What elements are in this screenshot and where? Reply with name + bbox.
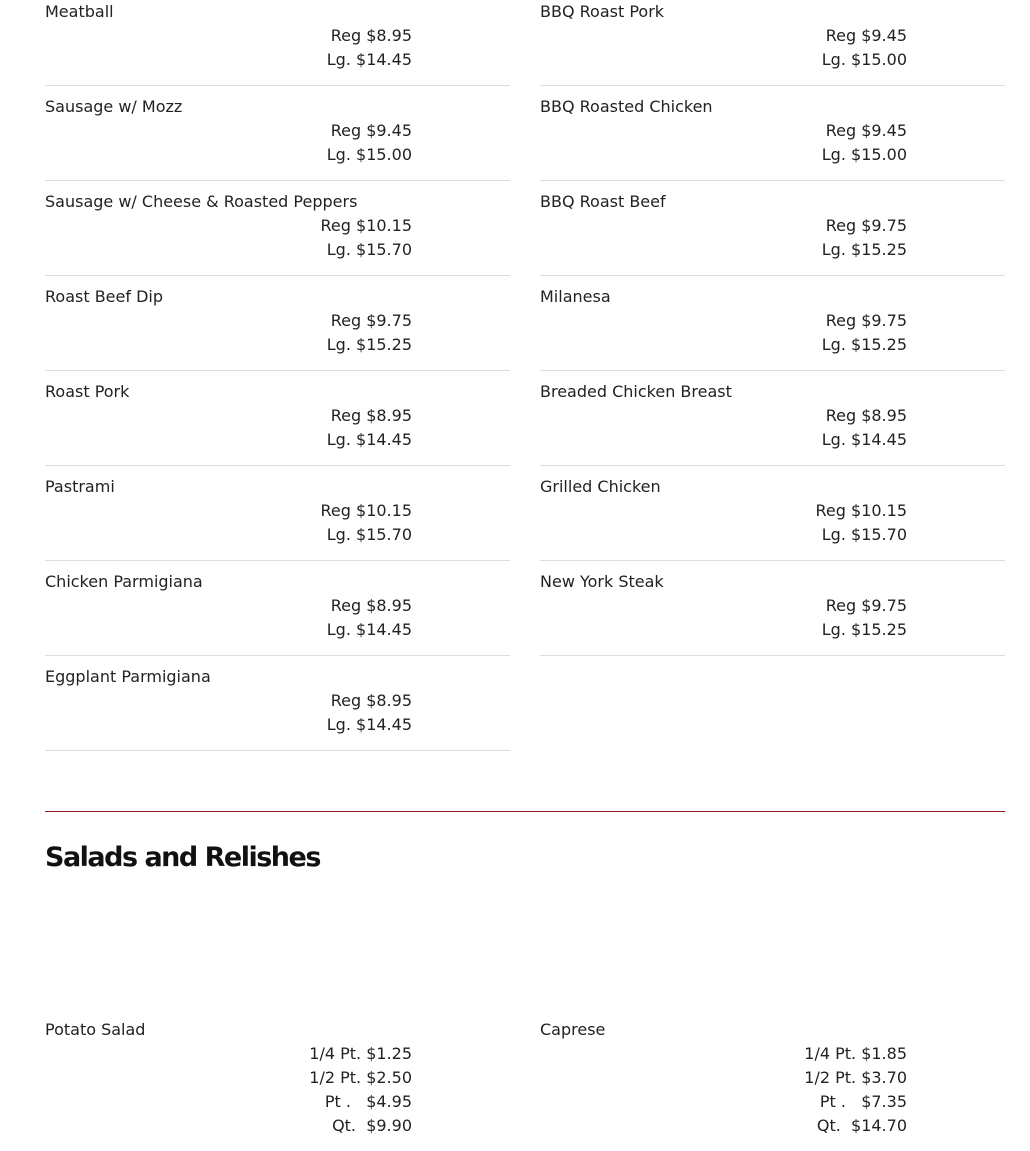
item-prices	[45, 594, 412, 642]
price-regular: Reg $9.75	[330, 311, 412, 330]
menu-item	[540, 0, 1005, 86]
price-quarter-pint: 1/4 Pt. $1.25	[309, 1044, 412, 1063]
price-large: Lg. $15.00	[821, 50, 907, 69]
item-prices	[45, 499, 412, 547]
price-large: Lg. $15.25	[821, 620, 907, 639]
menu-item	[540, 181, 1005, 276]
item-prices	[540, 24, 907, 72]
price-large: Lg. $15.70	[326, 240, 412, 259]
price-regular: Reg $10.15	[815, 501, 907, 520]
menu-item	[540, 276, 1005, 371]
menu-item	[540, 561, 1005, 656]
item-name: Meatball	[45, 2, 114, 21]
menu-item	[540, 466, 1005, 561]
item-prices	[540, 1042, 907, 1138]
section-divider	[45, 811, 1005, 812]
price-pint: Pt . $4.95	[324, 1092, 412, 1111]
item-prices	[45, 404, 412, 452]
price-large: Lg. $15.25	[821, 335, 907, 354]
price-large: Lg. $15.25	[821, 240, 907, 259]
price-regular: Reg $9.75	[825, 311, 907, 330]
menu-item	[540, 1018, 1005, 1151]
salads-column-right	[540, 1018, 1005, 1151]
item-prices	[45, 309, 412, 357]
item-name: Roast Pork	[45, 382, 130, 401]
price-regular: Reg $9.45	[825, 121, 907, 140]
price-quart: Qt. $9.90	[332, 1116, 412, 1135]
item-prices	[540, 499, 907, 547]
price-large: Lg. $14.45	[326, 715, 412, 734]
sandwich-column-left	[45, 0, 510, 751]
menu-item	[45, 86, 510, 181]
item-prices	[45, 1042, 412, 1138]
price-quarter-pint: 1/4 Pt. $1.85	[804, 1044, 907, 1063]
salads-column-left	[45, 1018, 510, 1151]
price-large: Lg. $15.00	[326, 145, 412, 164]
sandwich-column-right	[540, 0, 1005, 751]
section-title: Salads and Relishes	[45, 842, 320, 873]
price-large: Lg. $14.45	[326, 620, 412, 639]
item-prices	[45, 119, 412, 167]
price-regular: Reg $10.15	[320, 501, 412, 520]
price-regular: Reg $8.95	[330, 406, 412, 425]
price-regular: Reg $8.95	[825, 406, 907, 425]
price-quart: Qt. $14.70	[816, 1116, 907, 1135]
menu-item	[45, 1018, 510, 1151]
menu-item	[45, 276, 510, 371]
price-large: Lg. $15.70	[821, 525, 907, 544]
item-name: Caprese	[540, 1020, 606, 1039]
item-name: Roast Beef Dip	[45, 287, 163, 306]
item-name: Pastrami	[45, 477, 115, 496]
price-regular: Reg $8.95	[330, 691, 412, 710]
salads-section	[45, 1018, 1005, 1151]
price-half-pint: 1/2 Pt. $2.50	[309, 1068, 412, 1087]
price-large: Lg. $14.45	[326, 430, 412, 449]
menu-item	[45, 181, 510, 276]
price-regular: Reg $8.95	[330, 26, 412, 45]
item-name: BBQ Roast Pork	[540, 2, 665, 21]
menu-item	[540, 86, 1005, 181]
menu-item	[45, 466, 510, 561]
price-regular: Reg $10.15	[320, 216, 412, 235]
price-regular: Reg $9.75	[825, 596, 907, 615]
item-prices	[45, 689, 412, 737]
menu-item	[45, 371, 510, 466]
item-name: New York Steak	[540, 572, 664, 591]
price-half-pint: 1/2 Pt. $3.70	[804, 1068, 907, 1087]
salads-grid	[45, 1018, 1005, 1151]
item-name: Sausage w/ Cheese & Roasted Peppers	[45, 192, 358, 211]
price-large: Lg. $15.00	[821, 145, 907, 164]
item-name: Eggplant Parmigiana	[45, 667, 211, 686]
item-prices	[540, 309, 907, 357]
menu-item	[45, 656, 510, 751]
sandwich-grid	[45, 0, 1005, 751]
item-prices	[540, 404, 907, 452]
price-large: Lg. $14.45	[821, 430, 907, 449]
item-prices	[45, 24, 412, 72]
menu-item	[45, 561, 510, 656]
item-name: Sausage w/ Mozz	[45, 97, 183, 116]
price-regular: Reg $9.75	[825, 216, 907, 235]
item-name: Grilled Chicken	[540, 477, 661, 496]
item-prices	[45, 214, 412, 262]
item-name: Milanesa	[540, 287, 611, 306]
price-regular: Reg $9.45	[825, 26, 907, 45]
item-prices	[540, 214, 907, 262]
price-regular: Reg $9.45	[330, 121, 412, 140]
menu-item	[540, 371, 1005, 466]
price-large: Lg. $15.25	[326, 335, 412, 354]
item-prices	[540, 119, 907, 167]
item-name: BBQ Roast Beef	[540, 192, 666, 211]
item-name: Breaded Chicken Breast	[540, 382, 732, 401]
item-prices	[540, 594, 907, 642]
item-name: BBQ Roasted Chicken	[540, 97, 713, 116]
item-name: Chicken Parmigiana	[45, 572, 203, 591]
menu-item	[45, 0, 510, 86]
price-regular: Reg $8.95	[330, 596, 412, 615]
price-large: Lg. $15.70	[326, 525, 412, 544]
sandwich-menu	[45, 0, 1005, 876]
item-name: Potato Salad	[45, 1020, 146, 1039]
price-pint: Pt . $7.35	[819, 1092, 907, 1111]
price-large: Lg. $14.45	[326, 50, 412, 69]
